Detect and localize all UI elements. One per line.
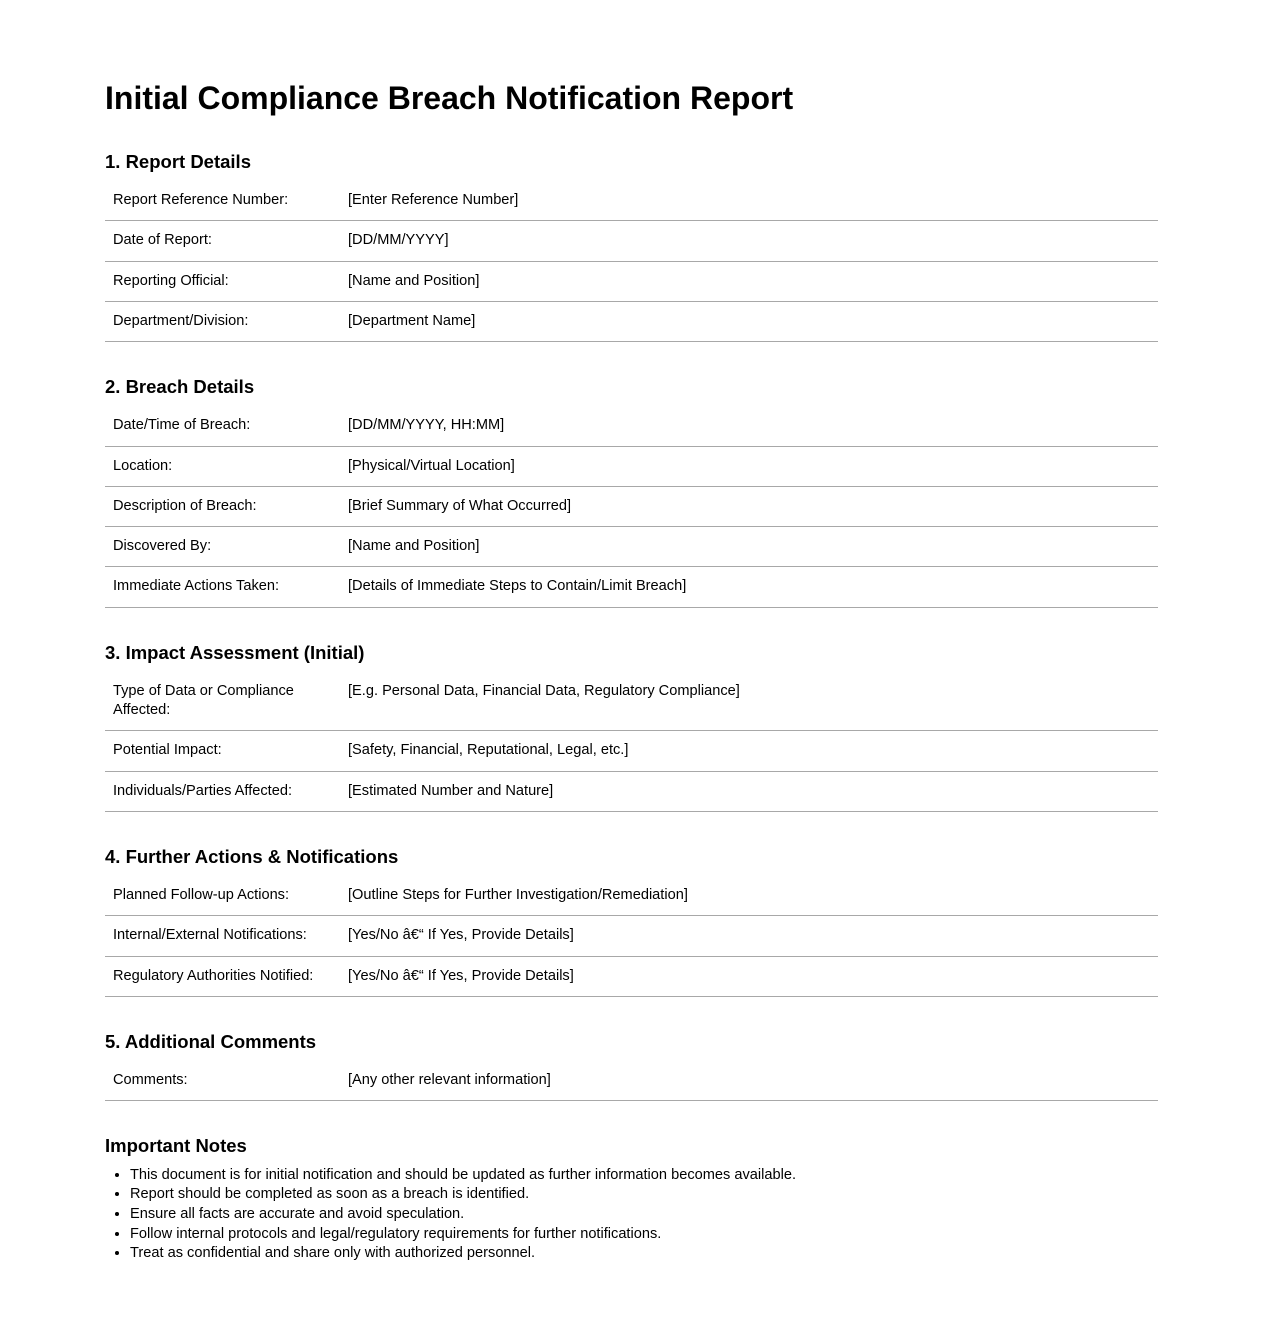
table-row bbox=[105, 876, 1158, 916]
row-label: Date of Report: bbox=[113, 232, 212, 249]
table-row bbox=[105, 406, 1158, 446]
note-item: • This document is for initial notification and should be updated as further information becomes available. bbox=[130, 1166, 1158, 1185]
table-row bbox=[105, 567, 1158, 607]
row-value: [DD/MM/YYYY] bbox=[348, 232, 449, 249]
row-value: [Outline Steps for Further Investigation/Remediation] bbox=[348, 887, 688, 904]
row-value: [Department Name] bbox=[348, 312, 476, 329]
table-row bbox=[105, 772, 1158, 812]
row-label: Type of Data or Compliance Affected: bbox=[113, 682, 294, 719]
details-table bbox=[105, 672, 1158, 812]
section-heading: 3. Impact Assessment (Initial) bbox=[105, 641, 365, 663]
row-value: [DD/MM/YYYY, HH:MM] bbox=[348, 417, 505, 434]
row-value: [Safety, Financial, Reputational, Legal, etc.] bbox=[348, 742, 629, 759]
table-row bbox=[105, 672, 1158, 732]
row-label: Internal/External Notifications: bbox=[113, 927, 307, 944]
section-heading: 2. Breach Details bbox=[105, 376, 255, 398]
table-row bbox=[105, 221, 1158, 261]
row-value: [Name and Position] bbox=[348, 538, 480, 555]
row-label: Reporting Official: bbox=[113, 272, 229, 289]
details-table bbox=[105, 1061, 1158, 1101]
table-row bbox=[105, 916, 1158, 956]
note-item: • Ensure all facts are accurate and avoid speculation. bbox=[130, 1205, 1158, 1224]
row-value: [E.g. Personal Data, Financial Data, Regulatory Compliance] bbox=[348, 682, 740, 699]
table-row bbox=[105, 447, 1158, 487]
row-value: [Enter Reference Number] bbox=[348, 192, 519, 209]
row-value: [Name and Position] bbox=[348, 272, 480, 289]
table-row bbox=[105, 262, 1158, 302]
row-label: Description of Breach: bbox=[113, 497, 257, 514]
table-row bbox=[105, 181, 1158, 221]
details-table bbox=[105, 406, 1158, 607]
section-heading: 1. Report Details bbox=[105, 150, 251, 172]
row-label: Location: bbox=[113, 457, 173, 474]
table-row bbox=[105, 487, 1158, 527]
notes-list bbox=[105, 1166, 1158, 1263]
row-label: Regulatory Authorities Notified: bbox=[113, 967, 314, 984]
row-value: [Brief Summary of What Occurred] bbox=[348, 497, 572, 514]
section-heading: 5. Additional Comments bbox=[105, 1030, 317, 1052]
note-item: • Follow internal protocols and legal/regulatory requirements for further notifications. bbox=[130, 1225, 1158, 1244]
section-report-details bbox=[105, 151, 1158, 342]
section-heading: 4. Further Actions & Notifications bbox=[105, 845, 399, 867]
row-value: [Physical/Virtual Location] bbox=[348, 457, 515, 474]
row-label: Comments: bbox=[113, 1072, 188, 1089]
section-additional-comments bbox=[105, 1031, 1158, 1102]
row-value: [Details of Immediate Steps to Contain/Limit Breach] bbox=[348, 578, 687, 595]
table-row bbox=[105, 957, 1158, 997]
row-value: [Yes/No â€“ If Yes, Provide Details] bbox=[348, 967, 574, 984]
notes-heading: Important Notes bbox=[105, 1135, 247, 1157]
table-row bbox=[105, 731, 1158, 771]
row-label: Planned Follow-up Actions: bbox=[113, 887, 290, 904]
row-label: Date/Time of Breach: bbox=[113, 417, 251, 434]
note-item: • Treat as confidential and share only with authorized personnel. bbox=[130, 1244, 1158, 1263]
section-impact-assessment bbox=[105, 642, 1158, 812]
row-label: Immediate Actions Taken: bbox=[113, 578, 280, 595]
row-label: Individuals/Parties Affected: bbox=[113, 782, 293, 799]
details-table bbox=[105, 181, 1158, 342]
page-title: Initial Compliance Breach Notification Report bbox=[105, 80, 794, 116]
row-label: Discovered By: bbox=[113, 538, 212, 555]
row-label: Report Reference Number: bbox=[113, 192, 289, 209]
row-label: Department/Division: bbox=[113, 312, 249, 329]
section-important-notes bbox=[105, 1135, 1158, 1263]
table-row bbox=[105, 1061, 1158, 1101]
row-value: [Yes/No â€“ If Yes, Provide Details] bbox=[348, 927, 574, 944]
details-table bbox=[105, 876, 1158, 997]
row-label: Potential Impact: bbox=[113, 742, 222, 759]
section-further-actions bbox=[105, 846, 1158, 997]
section-breach-details bbox=[105, 376, 1158, 608]
table-row bbox=[105, 302, 1158, 342]
row-value: [Any other relevant information] bbox=[348, 1072, 551, 1089]
note-item: • Report should be completed as soon as a breach is identified. bbox=[130, 1185, 1158, 1204]
table-row bbox=[105, 527, 1158, 567]
row-value: [Estimated Number and Nature] bbox=[348, 782, 554, 799]
